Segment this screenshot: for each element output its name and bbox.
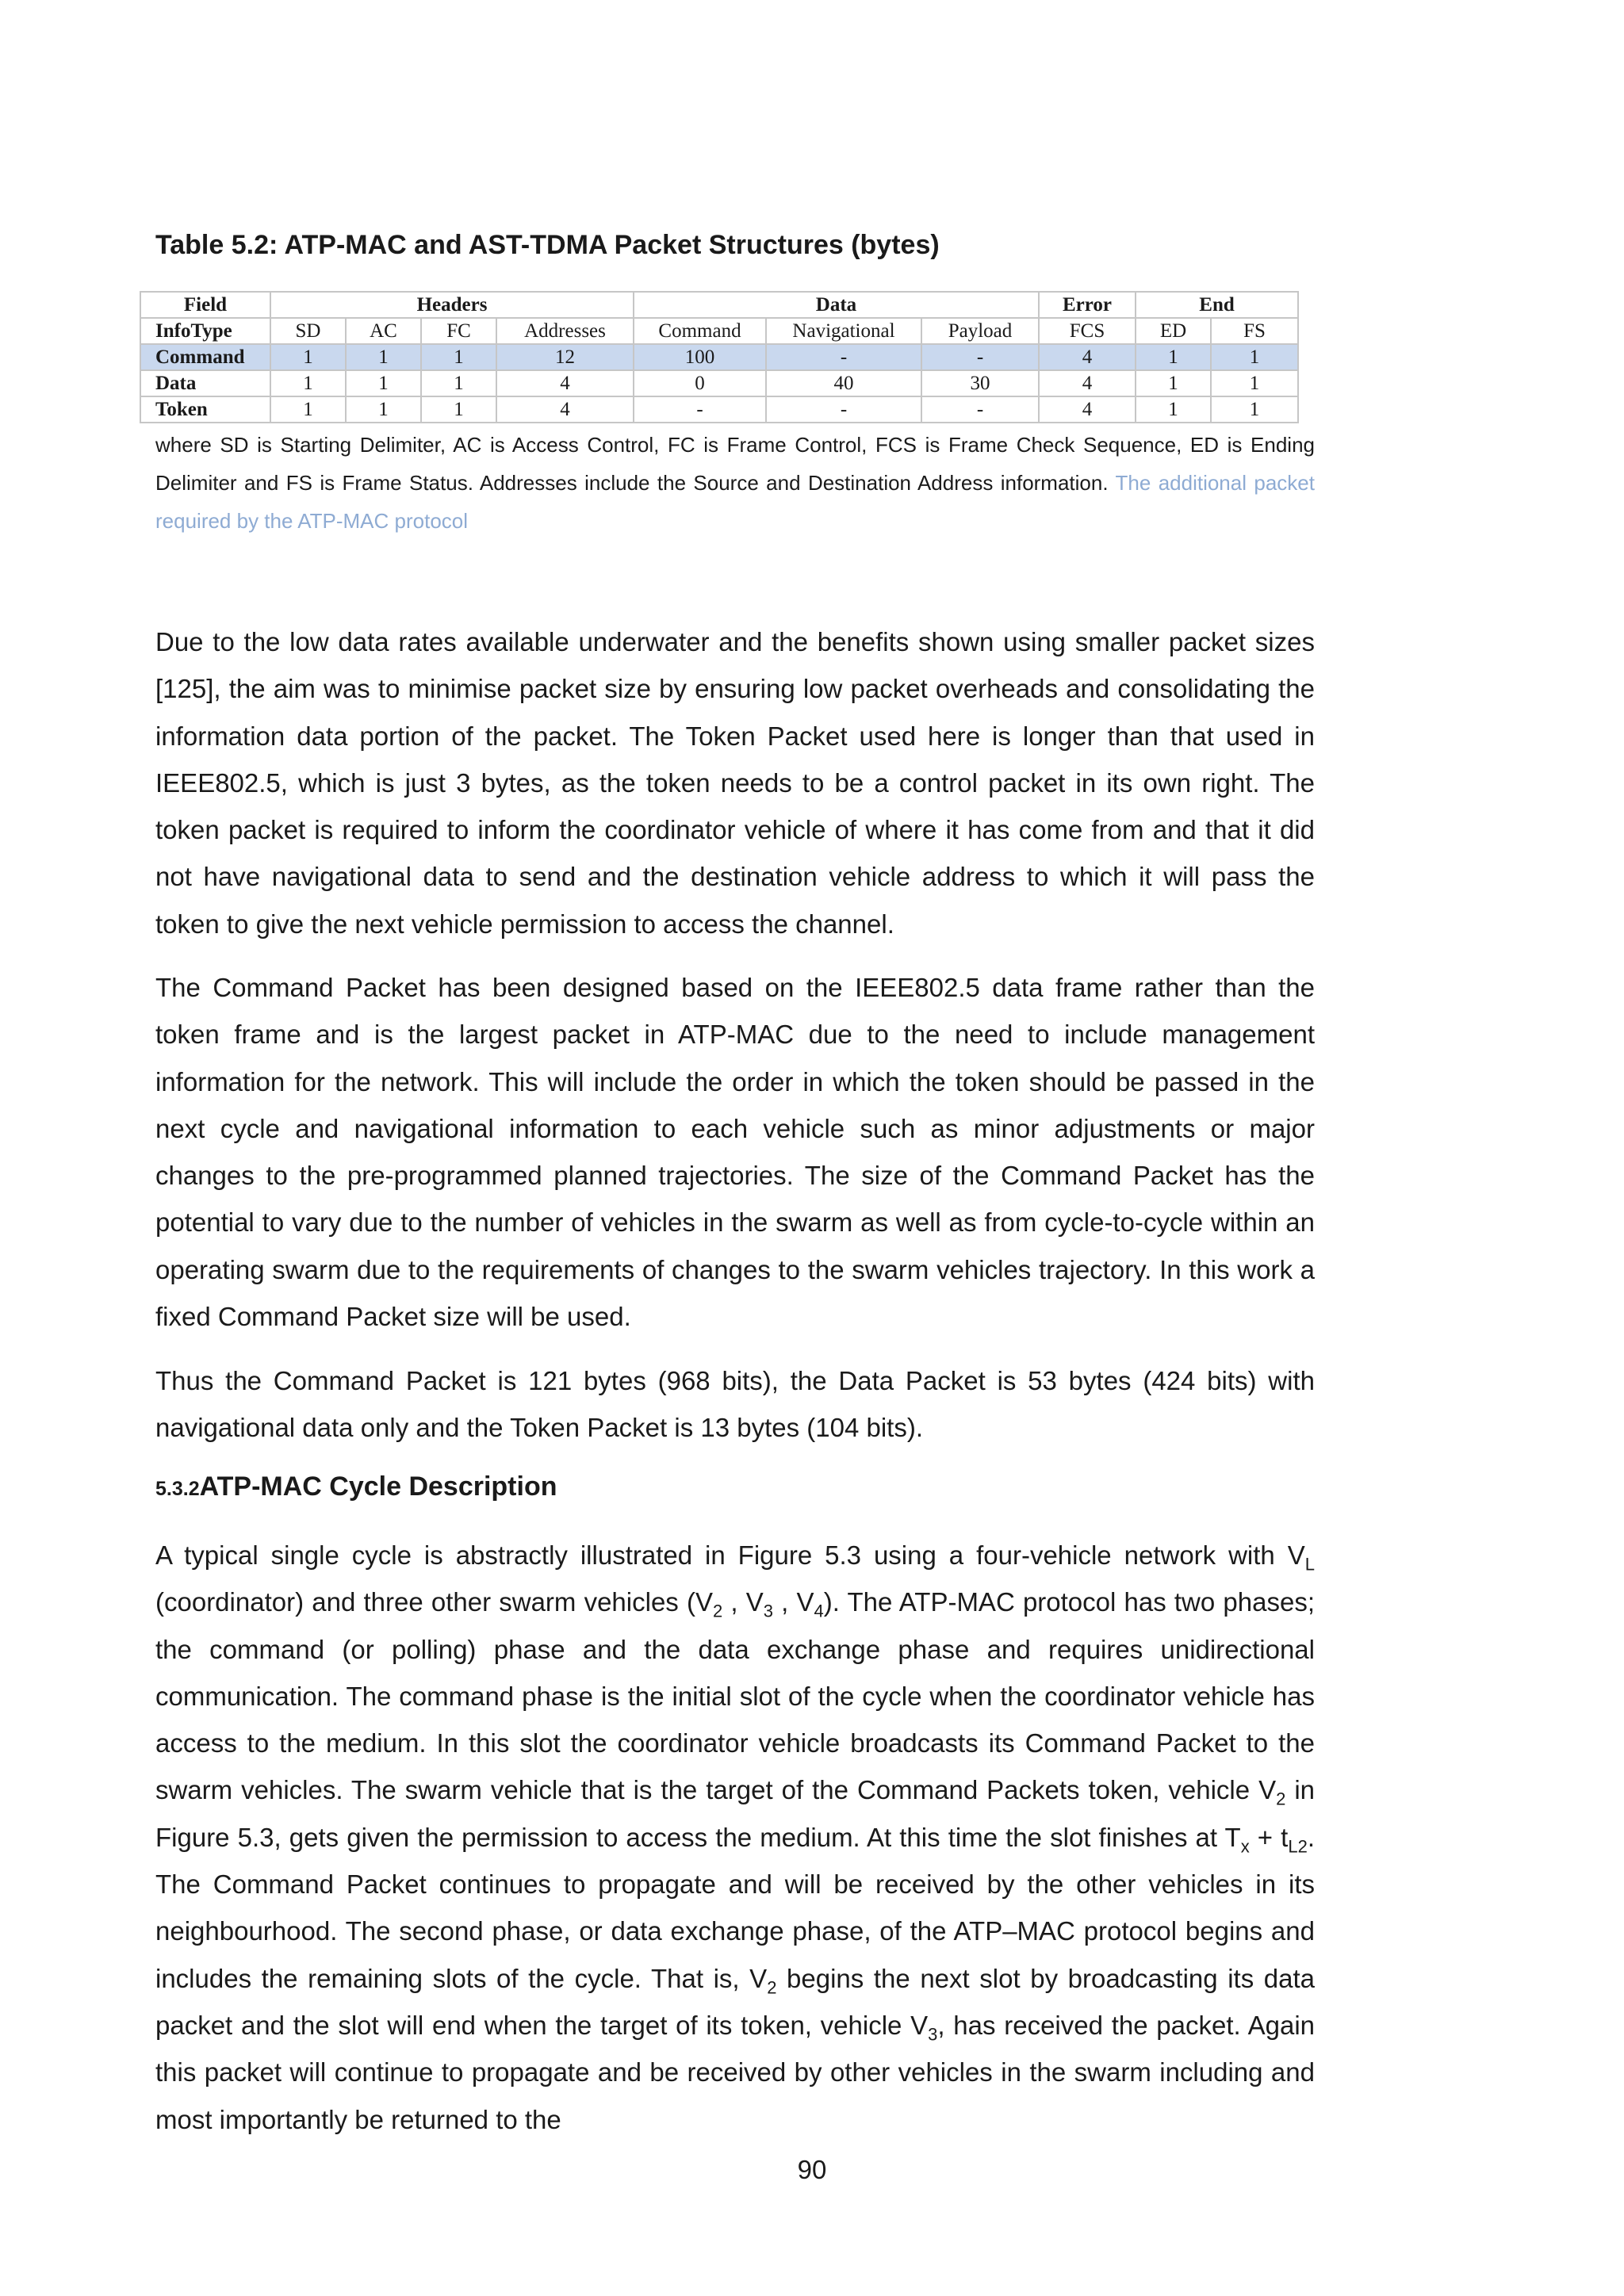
table-cell: 1 xyxy=(1136,344,1211,370)
subheader-command: Command xyxy=(634,318,766,344)
table-cell: 40 xyxy=(766,370,921,396)
table-cell: 4 xyxy=(1039,370,1136,396)
subheader-addresses: Addresses xyxy=(496,318,634,344)
row-label: Token xyxy=(140,396,270,423)
table-cell: 12 xyxy=(496,344,634,370)
footnote-text: where SD is Starting Delimiter, AC is Access Control, FC is Frame Control, FCS is Frame Check Sequence, ED is Ending Delimiter and FS is Frame Status. Addresses include the Source and Destination Address information. xyxy=(155,433,1315,495)
section-heading xyxy=(155,1471,557,1502)
text-run: begins the next slot by broadcasting its data packet and the slot will end when the target of its token, vehicle V xyxy=(155,1963,1316,2040)
page-number: 90 xyxy=(797,2155,827,2184)
subscript: 3 xyxy=(928,2024,938,2045)
table-row-data xyxy=(140,370,1298,396)
subscript: L2 xyxy=(1288,1836,1308,1857)
section-number: 5.3.2 xyxy=(155,1478,200,1500)
table-subheader-row xyxy=(140,318,1298,344)
text-run: A typical single cycle is abstractly illustrated in Figure 5.3 using a four-vehicle network with V xyxy=(155,1540,1305,1570)
subheader-navigational: Navigational xyxy=(766,318,921,344)
subscript: 3 xyxy=(763,1601,773,1621)
table-cell: 1 xyxy=(1211,370,1298,396)
table-cell: 1 xyxy=(1136,396,1211,423)
subscript: 2 xyxy=(712,1601,723,1621)
paragraph-command-packet xyxy=(155,964,1315,1340)
table-cell: 0 xyxy=(634,370,766,396)
table-cell: 4 xyxy=(496,396,634,423)
table-cell: 1 xyxy=(270,370,346,396)
table-cell: - xyxy=(766,396,921,423)
table-cell: 1 xyxy=(1211,396,1298,423)
table-cell: 1 xyxy=(1136,370,1211,396)
table-footnote xyxy=(155,426,1315,540)
text-run: , V xyxy=(722,1587,764,1617)
subheader-fs: FS xyxy=(1211,318,1298,344)
group-header-field: Field xyxy=(140,292,270,318)
table-cell: 4 xyxy=(1039,344,1136,370)
table-cell: 1 xyxy=(346,396,421,423)
table-cell: 1 xyxy=(421,396,496,423)
subscript: x xyxy=(1240,1836,1250,1857)
paragraph-text xyxy=(155,1532,1315,2143)
subscript: 2 xyxy=(1276,1789,1286,1810)
group-header-error: Error xyxy=(1039,292,1136,318)
table-cell: - xyxy=(921,344,1039,370)
group-header-headers: Headers xyxy=(270,292,634,318)
text-run: in Figure 5.3, gets given the permission to access the medium. At this time the slot finishes at T xyxy=(155,1775,1316,1852)
footnote-highlight: The additional packet required by the ATP-MAC protocol xyxy=(155,471,1315,533)
text-run: , has received the packet. Again this packet will continue to propagate and be received by other vehicles in the swarm including and most importantly be returned to the xyxy=(155,2010,1315,2134)
table-cell: 30 xyxy=(921,370,1039,396)
paragraph-text: The Command Packet has been designed based on the IEEE802.5 data frame rather than the token frame and is the largest packet in ATP-MAC due to the need to include management information for the network. This will include the order in which the token should be passed in the next cycle and navigational information to each vehicle such as minor adjustments or major changes to the pre-programmed planned trajectories. The size of the Command Packet has the potential to vary due to the number of vehicles in the swarm as well as from cycle-to-cycle within an operating swarm due to the requirements of changes to the swarm vehicles trajectory. In this work a fixed Command Packet size will be used. xyxy=(155,973,1315,1332)
table-caption: Table 5.2: ATP-MAC and AST-TDMA Packet Structures (bytes) xyxy=(155,230,940,260)
paragraph-text: Thus the Command Packet is 121 bytes (968 bits), the Data Packet is 53 bytes (424 bits) with navigational data only and the Token Packet is 13 bytes (104 bits). xyxy=(155,1366,1315,1443)
subscript: L xyxy=(1304,1554,1315,1575)
table-cell: 1 xyxy=(270,344,346,370)
subheader-payload: Payload xyxy=(921,318,1039,344)
paragraph-text: Due to the low data rates available underwater and the benefits shown using smaller packet sizes [125], the aim was to minimise packet size by ensuring low packet overheads and consolidating the information data portion of the packet. The Token Packet used here is longer than that used in IEEE802.5, which is just 3 bytes, as the token needs to be a control packet in its own right. The token packet is required to inform the coordinator vehicle of where it has come from and that it did not have navigational data to send and the destination vehicle address to which it will pass the token to give the next vehicle permission to access the channel. xyxy=(155,627,1315,939)
group-header-data: Data xyxy=(634,292,1039,318)
table-cell: 1 xyxy=(421,344,496,370)
table-cell: 4 xyxy=(496,370,634,396)
text-run: . The Command Packet continues to propagate and will be received by the other vehicles in its neighbourhood. The second phase, or data exchange phase, of the ATP–MAC protocol begins and includes the remaining slots of the cycle. That is, V xyxy=(155,1822,1315,1993)
subheader-ed: ED xyxy=(1136,318,1211,344)
subheader-fcs: FCS xyxy=(1039,318,1136,344)
table-cell: 1 xyxy=(421,370,496,396)
table-cell: 1 xyxy=(346,344,421,370)
table-group-header-row xyxy=(140,292,1298,318)
table-cell: 4 xyxy=(1039,396,1136,423)
table-cell: - xyxy=(766,344,921,370)
subscript: 4 xyxy=(814,1601,824,1621)
subheader-fc: FC xyxy=(421,318,496,344)
table-cell: 1 xyxy=(1211,344,1298,370)
table-cell: - xyxy=(634,396,766,423)
text-run: ). The ATP-MAC protocol has two phases; the command (or polling) phase and the data exchange phase and requires unidirectional communication. The command phase is the initial slot of the cycle when the coordinator vehicle has access to the medium. In this slot the coordinator vehicle broadcasts its Command Packet to the swarm vehicles. The swarm vehicle that is the target of the Command Packets token, vehicle V xyxy=(155,1587,1315,1805)
paragraph-cycle-description xyxy=(155,1532,1315,2143)
text-run: (coordinator) and three other swarm vehicles (V xyxy=(155,1587,713,1617)
subheader-infotype: InfoType xyxy=(140,318,270,344)
section-title: ATP-MAC Cycle Description xyxy=(199,1471,557,1502)
subscript: 2 xyxy=(767,1977,777,1998)
row-label: Command xyxy=(140,344,270,370)
row-label: Data xyxy=(140,370,270,396)
paragraph-packet-sizes-summary xyxy=(155,1357,1315,1452)
paragraph-packet-size xyxy=(155,618,1315,947)
table-cell: 100 xyxy=(634,344,766,370)
subheader-ac: AC xyxy=(346,318,421,344)
packet-structure-table xyxy=(140,291,1299,423)
table-cell: 1 xyxy=(346,370,421,396)
table-row-token xyxy=(140,396,1298,423)
table-cell: - xyxy=(921,396,1039,423)
text-run: + t xyxy=(1249,1822,1289,1852)
table-row-command xyxy=(140,344,1298,370)
table-cell: 1 xyxy=(270,396,346,423)
group-header-end: End xyxy=(1136,292,1298,318)
text-run: , V xyxy=(773,1587,814,1617)
subheader-sd: SD xyxy=(270,318,346,344)
